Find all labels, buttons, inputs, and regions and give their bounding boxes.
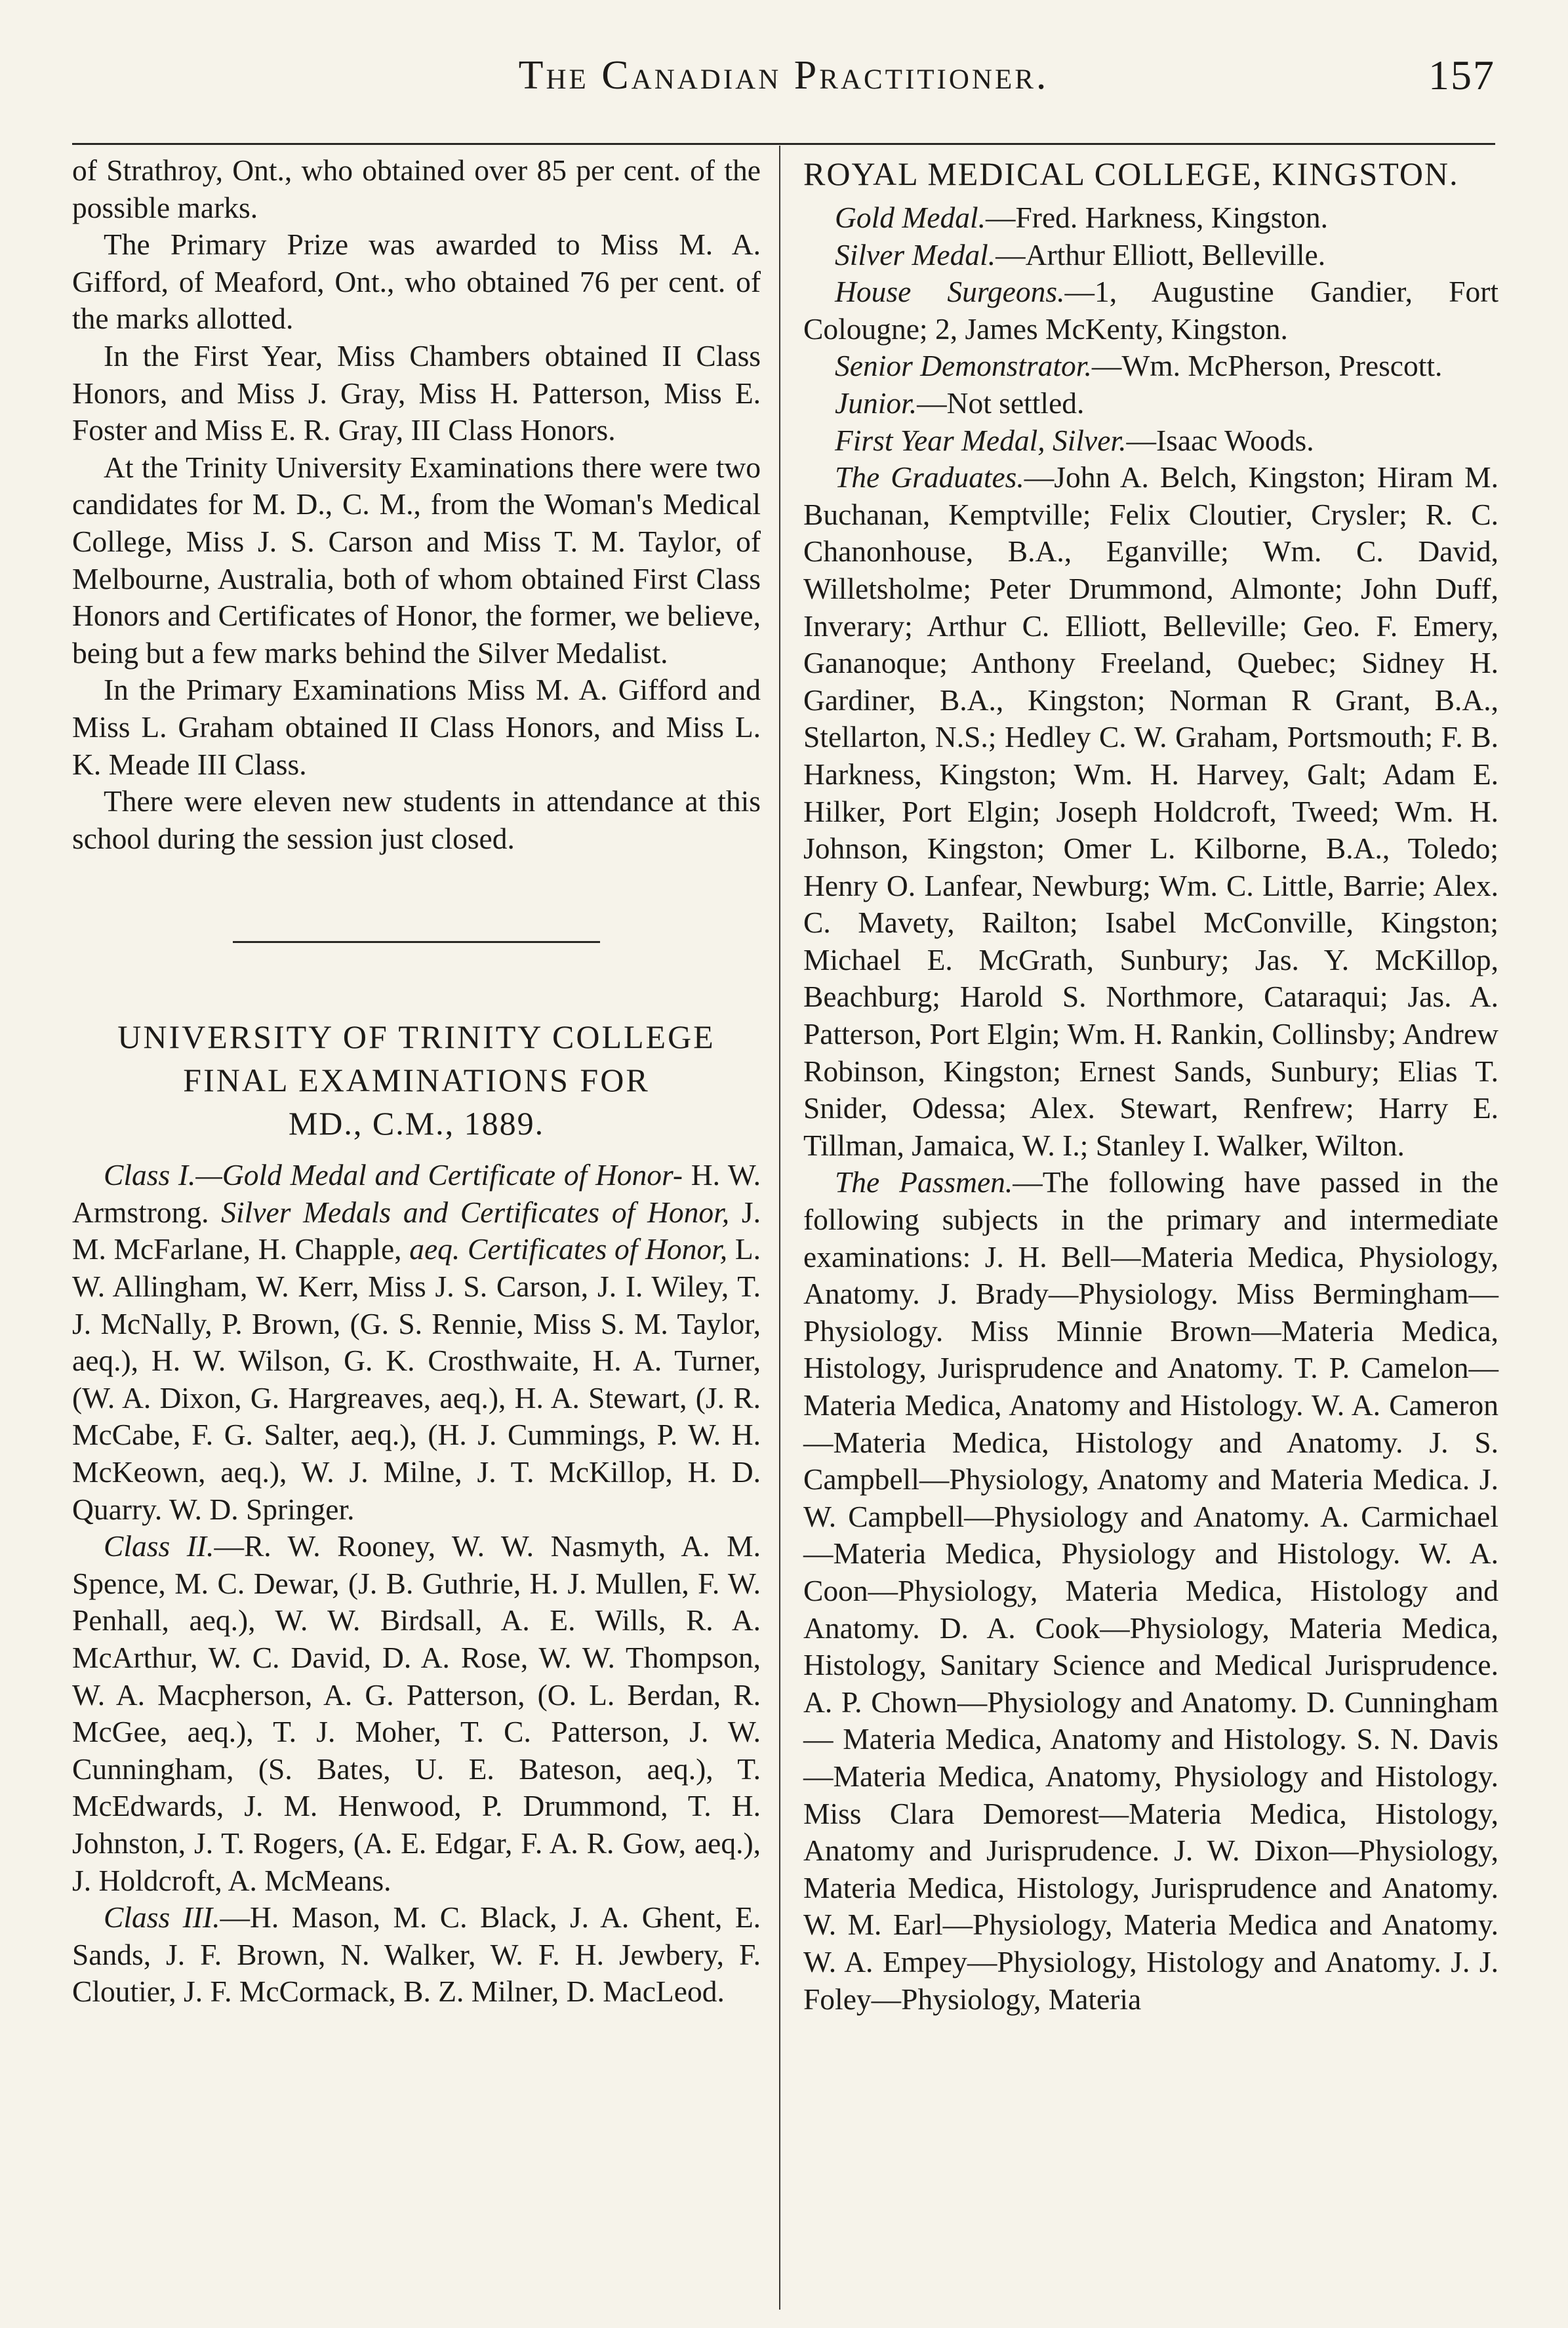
spacer [72, 857, 761, 941]
left-column [72, 152, 761, 2011]
award-text: —Not settled. [917, 386, 1085, 420]
page-number: 157 [1428, 52, 1495, 98]
section-heading: UNIVERSITY OF TRINITY COLLEGE [117, 1018, 715, 1056]
award-label: Silver Medal. [835, 237, 996, 271]
award-text: —Arthur Elliott, Belleville. [995, 237, 1326, 271]
section-subheading: MD., C.M., 1889. [288, 1105, 545, 1142]
class-two-list [72, 1528, 761, 1899]
class-label: Class II. [104, 1529, 214, 1563]
section-heading: FINAL EXAMINATIONS FOR [183, 1062, 650, 1099]
names: —R. W. Rooney, W. W. Nasmyth, A. M. Spence, M. C. Dewar, (J. B. Guthrie, H. J. Mullen, F. W. Penhall, aeq.), W. W. Birdsall, A. E. Wills, R. A. McArthur, W. C. David, D. A. Rose, W. W. Thompson, W. A. Macpherson, A. G. Patterson, (O. L. Berdan, R. McGee, aeq.), T. J. Moher, T. C. Patterson, J. W. Cunningham, (S. Bates, U. E. Bateson, aeq.), T. McEdwards, J. M. Henwood, P. Drummond, T. H. Johnston, J. T. Rogers, (A. E. Edgar, F. A. R. Gow, aeq.), J. Holdcroft, A. McMeans. [72, 1529, 761, 1897]
names: —John A. Belch, Kingston; Hiram M. Buchanan, Kemptville; Felix Cloutier, Crysler; R. C. Chanonhouse, B.A., Eganville; Wm. C. David, Willetsholme; Peter Drummond, Almonte; John Duff, Inverary; Arthur C. Elliott, Belleville; Geo. F. Emery, Gananoque; Anthony Freeland, Quebec; Sidney H. Gardiner, B.A., Kingston; Norman R Grant, B.A., Stellarton, N.S.; Hedley C. W. Graham, Portsmouth; F. B. Harkness, Kingston; Wm. H. Harvey, Galt; Adam E. Hilker, Port Elgin; Joseph Holdcroft, Tweed; Wm. H. Johnson, Kingston; Omer L. Kilborne, B.A., Toledo; Henry O. Lanfear, Newburg; Wm. C. Little, Barrie; Alex. C. Mavety, Railton; Isabel McConville, Kingston; Michael E. McGrath, Sunbury; Jas. Y. McKillop, Beachburg; Harold S. Northmore, Cataraqui; Jas. A. Patterson, Port Elgin; Wm. H. Rankin, Collinsby; Andrew Robinson, Kingston; Ernest Sands, Sunbury; Elias T. Snider, Odessa; Alex. Stewart, Renfrew; Harry E. Tillman, Jamaica, W. I.; Stanley I. Walker, Wilton. [803, 460, 1499, 1162]
award-text: —Isaac Woods. [1126, 423, 1314, 457]
paragraph: At the Trinity University Examinations there were two candidates for M. D., C. M., from the Woman's Medical College, Miss J. S. Carson and Miss T. M. Taylor, of Melbourne, Australia, both of whom obtained First Class Honors and Certificates of Honor, the former, we believe, being but a few marks behind the Silver Medalist. [72, 450, 761, 670]
award-text: —Wm. McPherson, Prescott. [1091, 349, 1443, 383]
class-label: Class III. [104, 1900, 220, 1935]
paragraph: There were eleven new students in attendance at this school during the session just closed. [72, 784, 761, 855]
award-line [803, 199, 1498, 237]
graduates-list [803, 459, 1498, 1164]
class-label: Silver Medals and Certificates of Honor, [221, 1195, 730, 1229]
award-line [803, 385, 1498, 422]
paragraph: In the Primary Examinations Miss M. A. Gifford and Miss L. Graham obtained II Class Honors, and Miss L. K. Meade III Class. [72, 673, 761, 781]
section-rule [233, 941, 600, 943]
award-label: Senior Demonstrator. [835, 349, 1092, 383]
award-line [803, 348, 1498, 385]
paragraph: In the First Year, Miss Chambers obtained II Class Honors, and Miss J. Gray, Miss H. Patterson, Miss E. Foster and Miss E. R. Gray, III Class Honors. [72, 338, 761, 447]
award-label: The Graduates. [835, 460, 1024, 494]
award-line [803, 422, 1498, 460]
class-label: Class I.—Gold Medal and Certificate of Honor- [104, 1158, 683, 1192]
page-header [72, 46, 1495, 118]
award-text: —Fred. Harkness, Kingston. [986, 201, 1328, 234]
names: —The following have passed in the following subjects in the primary and intermediate examinations: J. H. Bell—Materia Medica, Physiology, Anatomy. J. Brady—Physiology. Miss Bermingham—Physiology. Miss Minnie Brown—Materia Medica, Histology, Jurisprudence and Anatomy. T. P. Camelon—Materia Medica, Anatomy and Histology. W. A. Cameron—Materia Medica, Histology and Anatomy. J. S. Campbell—Physiology, Anatomy and Materia Medica. J. W. Campbell—Physiology and Anatomy. A. Carmichael—Materia Medica, Physiology and Histology. W. A. Coon—Physiology, Materia Medica, Histology and Anatomy. D. A. Cook—Physiology, Materia Medica, Histology, Sanitary Science and Medical Jurisprudence. A. P. Chown—Physiology and Anatomy. D. Cunningham — Materia Medica, Anatomy and Histology. S. N. Davis —Materia Medica, Anatomy, Physiology and Histology. Miss Clara Demorest—Materia Medica, Histology, Anatomy and Jurisprudence. J. W. Dixon—Physiology, Materia Medica, Histology, Jurisprudence and Anatomy. W. M. Earl—Physiology, Materia Medica and Anatomy. W. A. Empey—Physiology, Histology and Anatomy. J. J. Foley—Physiology, Materia [803, 1165, 1498, 2016]
section-heading: ROYAL MEDICAL COLLEGE, KINGSTON. [803, 155, 1459, 192]
passmen-list [803, 1164, 1498, 2018]
award-text: —1, Augustine Gandier, Fort Colougne; 2, James McKenty, Kingston. [803, 275, 1498, 346]
award-label: Gold Medal. [835, 201, 986, 234]
award-line [803, 237, 1498, 274]
right-column [803, 152, 1498, 2018]
column-divider [779, 146, 780, 2310]
running-title: The Canadian Practitioner. [518, 53, 1049, 98]
paragraph: of Strathroy, Ont., who obtained over 85 per cent. of the possible marks. [72, 153, 761, 224]
award-label: First Year Medal, Silver. [835, 423, 1127, 457]
header-rule [72, 143, 1495, 145]
aeq-mark: aeq. [409, 1232, 460, 1266]
class-three-list [72, 1899, 761, 2011]
names: L. W. Allingham, W. Kerr, Miss J. S. Carson, J. I. Wiley, T. J. McNally, P. Brown, (G. S. Rennie, Miss S. M. Taylor, aeq.), H. W. Wilson, G. K. Crosthwaite, H. A. Turner, (W. A. Dixon, G. Hargreaves, aeq.), H. A. Stewart, (J. R. McCabe, F. G. Salter, aeq.), (H. J. Cummings, P. W. H. McKeown, aeq.), W. J. Milne, J. T. McKillop, H. D. Quarry. W. D. Springer. [72, 1232, 761, 1526]
award-label: House Surgeons. [835, 275, 1065, 309]
award-label: Junior. [835, 386, 917, 420]
names: J. M. McFarlane, H. Chapple, [72, 1195, 761, 1266]
class-one-list [72, 1157, 761, 1528]
paragraph: The Primary Prize was awarded to Miss M. A. Gifford, of Meaford, Ont., who obtained 76 per cent. of the marks allotted. [72, 228, 761, 336]
names: —H. Mason, M. C. Black, J. A. Ghent, E. Sands, J. F. Brown, N. Walker, W. F. H. Jewbery, F. Cloutier, J. F. McCormack, B. Z. Milner, D. MacLeod. [72, 1900, 761, 2009]
award-line [803, 273, 1498, 348]
names: H. W. Armstrong. [72, 1158, 761, 1229]
class-label: Certificates of Honor, [460, 1232, 728, 1266]
award-label: The Passmen. [835, 1165, 1013, 1199]
